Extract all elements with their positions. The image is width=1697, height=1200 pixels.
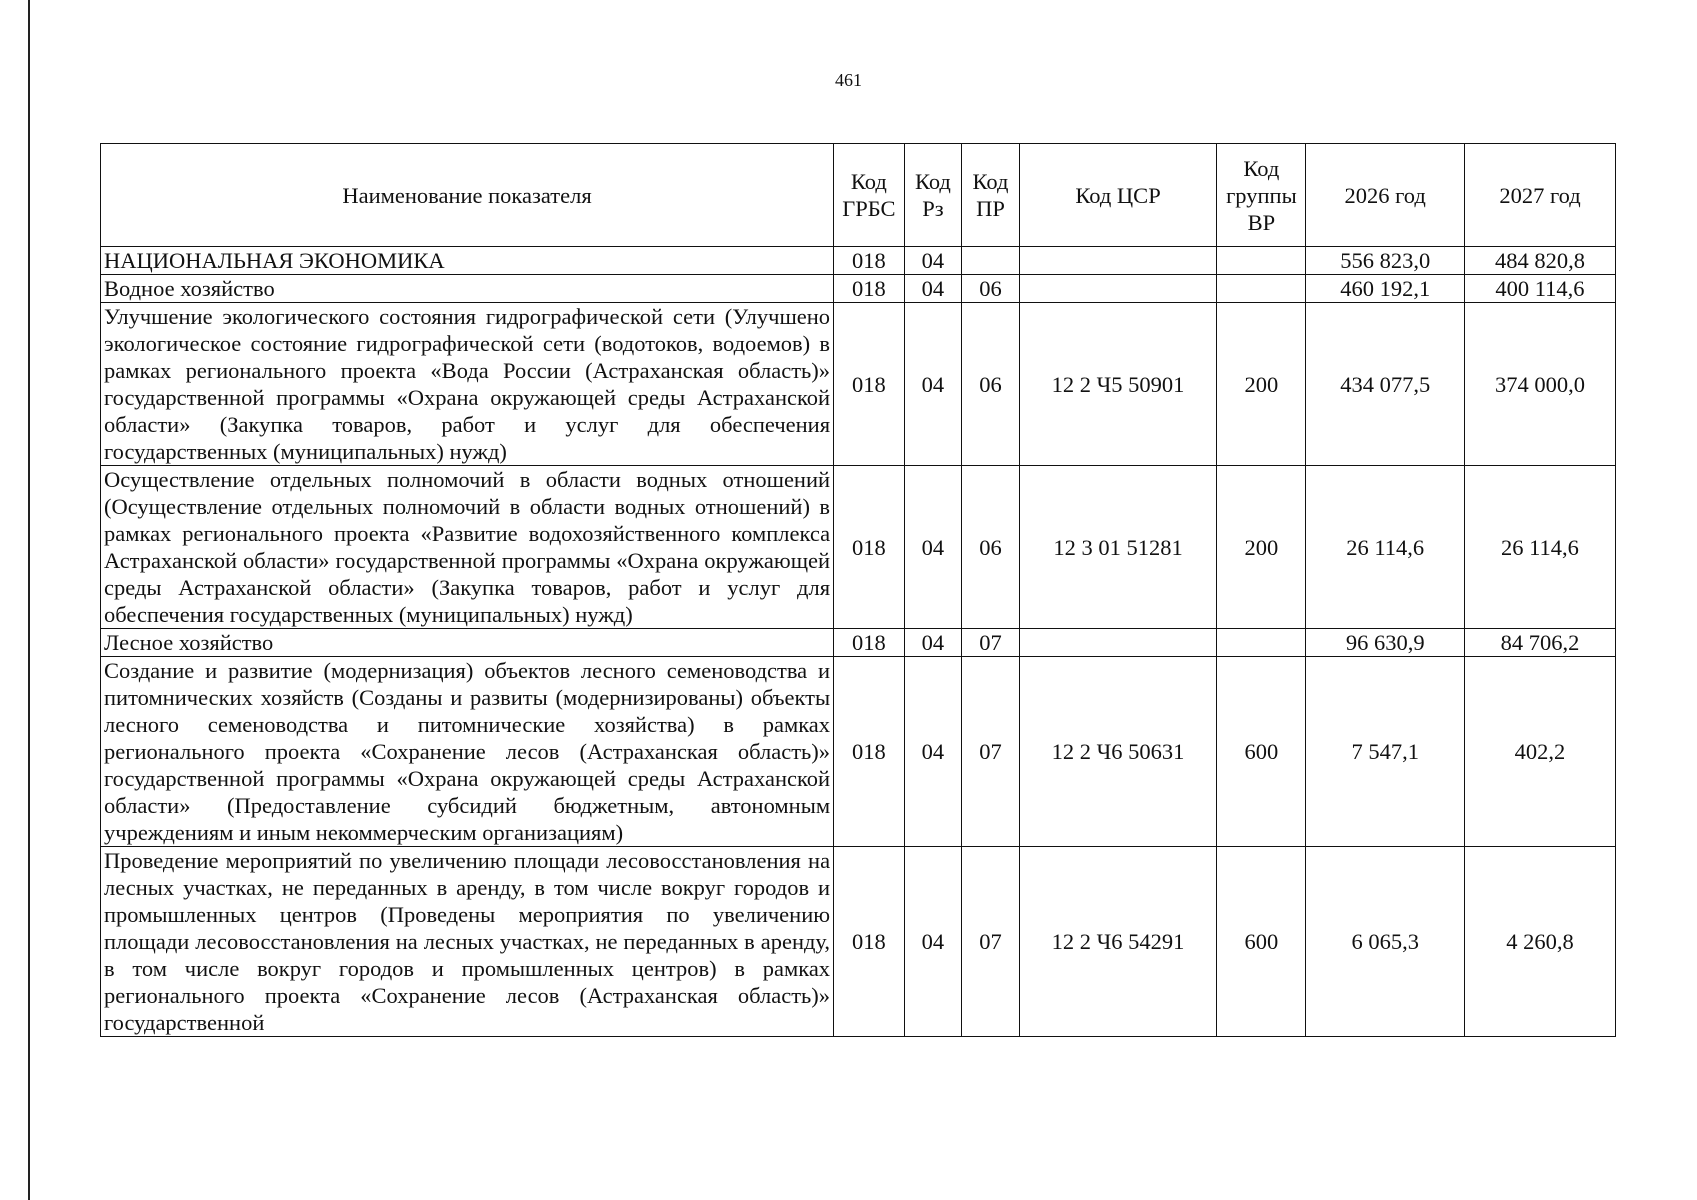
row-csr: [1019, 275, 1217, 303]
row-rz: 04: [904, 847, 962, 1037]
row-csr: 12 3 01 51281: [1019, 466, 1217, 629]
budget-table: [100, 143, 1616, 1037]
row-2027: 374 000,0: [1464, 303, 1615, 466]
row-vr: 200: [1217, 303, 1306, 466]
row-pr: 07: [962, 847, 1020, 1037]
row-vr: [1217, 275, 1306, 303]
table-header-row: [101, 144, 1616, 247]
row-2027: 402,2: [1464, 657, 1615, 847]
row-name: Улучшение экологического состояния гидрографической сети (Улучшено экологическое состояние гидрографической сети (водотоков, водоемов) в рамках регионального проекта «Вода России (Астраханская область)» государственной программы «Охрана окружающей среды Астраханской области» (Закупка товаров, работ и услуг для обеспечения государственных (муниципальных) нужд): [101, 303, 834, 466]
row-2026: 7 547,1: [1306, 657, 1465, 847]
row-2026: 434 077,5: [1306, 303, 1465, 466]
row-rz: 04: [904, 466, 962, 629]
row-csr: [1019, 247, 1217, 275]
row-grbs: 018: [834, 847, 905, 1037]
header-rz: Код Рз: [904, 144, 962, 247]
table-row: [101, 657, 1616, 847]
row-pr: 06: [962, 466, 1020, 629]
row-name: Осуществление отдельных полномочий в области водных отношений (Осуществление отдельных полномочий в области водных отношений) в рамках регионального проекта «Развитие водохозяйственного комплекса Астраханской области» государственной программы «Охрана окружающей среды Астраханской области» (Закупка товаров, работ и услуг для обеспечения государственных (муниципальных) нужд): [101, 466, 834, 629]
row-pr: 06: [962, 275, 1020, 303]
row-name: Водное хозяйство: [101, 275, 834, 303]
row-pr: [962, 247, 1020, 275]
row-rz: 04: [904, 275, 962, 303]
row-vr: 600: [1217, 657, 1306, 847]
row-rz: 04: [904, 247, 962, 275]
header-name: Наименование показателя: [101, 144, 834, 247]
row-csr: 12 2 Ч5 50901: [1019, 303, 1217, 466]
row-2026: 96 630,9: [1306, 629, 1465, 657]
row-name: Лесное хозяйство: [101, 629, 834, 657]
row-2027: 26 114,6: [1464, 466, 1615, 629]
left-margin-line: [28, 0, 30, 1200]
row-pr: 06: [962, 303, 1020, 466]
table-row: [101, 303, 1616, 466]
row-vr: [1217, 629, 1306, 657]
row-2026: 26 114,6: [1306, 466, 1465, 629]
row-grbs: 018: [834, 247, 905, 275]
row-pr: 07: [962, 629, 1020, 657]
row-2027: 484 820,8: [1464, 247, 1615, 275]
table-row: [101, 466, 1616, 629]
row-rz: 04: [904, 629, 962, 657]
row-grbs: 018: [834, 657, 905, 847]
table-row: [101, 275, 1616, 303]
row-2027: 400 114,6: [1464, 275, 1615, 303]
row-grbs: 018: [834, 629, 905, 657]
row-2026: 556 823,0: [1306, 247, 1465, 275]
row-name: Проведение мероприятий по увеличению площади лесовосстановления на лесных участках, не переданных в аренду, в том числе вокруг городов и промышленных центров (Проведены мероприятия по увеличению площади лесовосстановления на лесных участках, не переданных в аренду, в том числе вокруг городов и промышленных центров) в рамках регионального проекта «Сохранение лесов (Астраханская область)» государственной: [101, 847, 834, 1037]
row-grbs: 018: [834, 275, 905, 303]
page-number: 461: [835, 70, 862, 90]
header-2027: 2027 год: [1464, 144, 1615, 247]
table-row: [101, 847, 1616, 1037]
row-name: Создание и развитие (модернизация) объектов лесного семеноводства и питомнических хозяйств (Созданы и развиты (модернизированы) объекты лесного семеноводства и питомнические хозяйства) в рамках регионального проекта «Сохранение лесов (Астраханская область)» государственной программы «Охрана окружающей среды Астраханской области» (Предоставление субсидий бюджетным, автономным учреждениям и иным некоммерческим организациям): [101, 657, 834, 847]
row-vr: [1217, 247, 1306, 275]
row-grbs: 018: [834, 466, 905, 629]
row-2026: 6 065,3: [1306, 847, 1465, 1037]
row-csr: 12 2 Ч6 54291: [1019, 847, 1217, 1037]
header-vr: Код группы ВР: [1217, 144, 1306, 247]
row-name: НАЦИОНАЛЬНАЯ ЭКОНОМИКА: [101, 247, 834, 275]
row-2027: 4 260,8: [1464, 847, 1615, 1037]
header-grbs: Код ГРБС: [834, 144, 905, 247]
row-rz: 04: [904, 657, 962, 847]
row-pr: 07: [962, 657, 1020, 847]
table-row: [101, 629, 1616, 657]
row-vr: 200: [1217, 466, 1306, 629]
header-csr: Код ЦСР: [1019, 144, 1217, 247]
row-vr: 600: [1217, 847, 1306, 1037]
row-rz: 04: [904, 303, 962, 466]
row-grbs: 018: [834, 303, 905, 466]
table-row: [101, 247, 1616, 275]
row-csr: [1019, 629, 1217, 657]
header-pr: Код ПР: [962, 144, 1020, 247]
row-2026: 460 192,1: [1306, 275, 1465, 303]
row-2027: 84 706,2: [1464, 629, 1615, 657]
row-csr: 12 2 Ч6 50631: [1019, 657, 1217, 847]
header-2026: 2026 год: [1306, 144, 1465, 247]
